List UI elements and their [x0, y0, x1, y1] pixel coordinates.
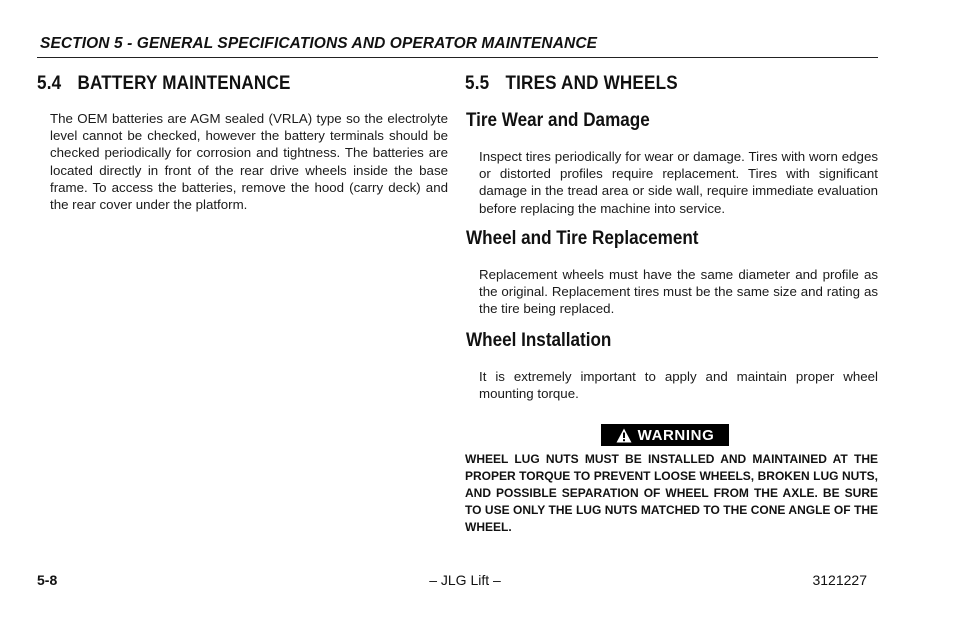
tire-wear-body-text: Inspect tires periodically for wear or damage. Tires with worn edges or distorted profiles require replacement. Tires with significant damage in the tread area or side wall, require immediate evaluation before replacing the machine into service.	[479, 149, 878, 216]
battery-maintenance-heading	[37, 73, 291, 95]
wheel-installation-heading: Wheel Installation	[466, 330, 612, 351]
document-number: 3121227	[812, 572, 867, 588]
header-rule	[37, 57, 878, 58]
section-header: SECTION 5 - GENERAL SPECIFICATIONS AND OPERATOR MAINTENANCE	[40, 35, 598, 52]
wheel-installation-body-text: It is extremely important to apply and maintain proper wheel mounting torque.	[479, 369, 878, 402]
footer-publisher: – JLG Lift –	[429, 572, 501, 588]
battery-body-text: The OEM batteries are AGM sealed (VRLA) type so the electrolyte level cannot be checked, however the battery terminals should be checked periodically for corrosion and tightness. The batteries are located directly in front of the rear drive wheels inside the base frame. To access the batteries, remove the hood (carry deck) and the rear cover under the platform.	[50, 111, 448, 213]
battery-section-number: 5.4	[37, 73, 62, 94]
tires-section-title: TIRES AND WHEELS	[505, 73, 678, 94]
tires-wheels-heading	[465, 73, 678, 95]
wheel-tire-replacement-body-text: Replacement wheels must have the same diameter and profile as the original. Replacement tires must be the same size and rating as the tire being replaced.	[479, 267, 878, 317]
warning-triangle-icon	[616, 428, 632, 443]
wheel-tire-replacement-heading: Wheel and Tire Replacement	[466, 228, 699, 249]
tires-section-number: 5.5	[465, 73, 490, 94]
battery-section-title: BATTERY MAINTENANCE	[77, 73, 291, 94]
page-number: 5-8	[37, 572, 58, 588]
warning-badge	[601, 424, 729, 446]
tire-wear-heading: Tire Wear and Damage	[466, 110, 650, 131]
warning-text: WHEEL LUG NUTS MUST BE INSTALLED AND MAINTAINED AT THE PROPER TORQUE TO PREVENT LOOSE WHEELS, BROKEN LUG NUTS, AND POSSIBLE SEPARATION OF WHEEL FROM THE AXLE. BE SURE TO USE ONLY THE LUG NUTS MATCHED TO THE CONE ANGLE OF THE WHEEL.	[465, 452, 878, 535]
warning-label: WARNING	[637, 426, 715, 444]
